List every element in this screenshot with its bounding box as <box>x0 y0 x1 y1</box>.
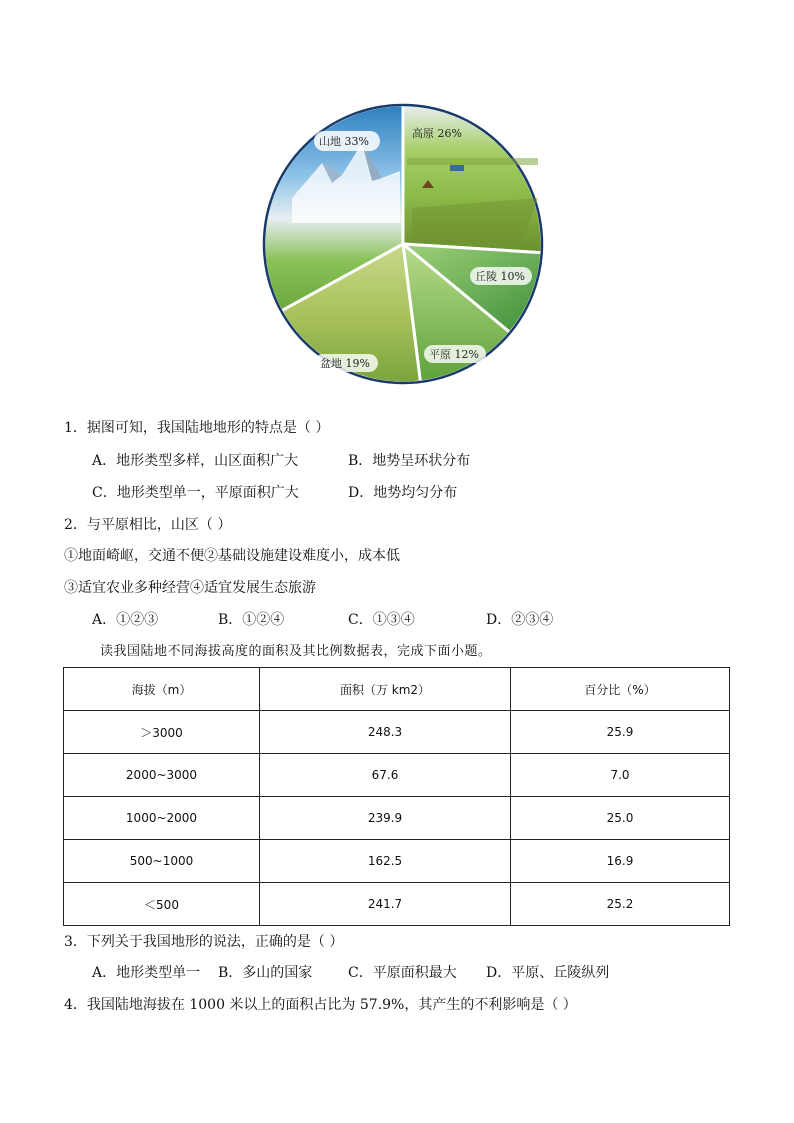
q1-option-a: A．地形类型多样，山区面积广大 <box>92 453 299 469</box>
cell-elevation: 1000~2000 <box>64 797 260 840</box>
q2-option-d: D．②③④ <box>486 612 554 628</box>
pie-label-hills: 丘陵 10% <box>475 270 525 283</box>
q1-option-c: C．地形类型单一，平原面积广大 <box>92 485 299 501</box>
header-percent: 百分比（%） <box>511 668 730 711</box>
table-row <box>64 797 730 840</box>
pie-label-plateau: 高原 26% <box>412 127 462 140</box>
cell-area: 67.6 <box>260 754 511 797</box>
table-header-row <box>64 668 730 711</box>
cell-elevation: 500~1000 <box>64 840 260 883</box>
q2-option-b: B．①②④ <box>218 612 285 628</box>
pie-slices <box>264 105 542 383</box>
q1-option-d: D．地势均匀分布 <box>348 485 458 501</box>
cell-percent: 25.9 <box>511 711 730 754</box>
cell-percent: 25.2 <box>511 883 730 926</box>
cell-area: 239.9 <box>260 797 511 840</box>
q2-option-a: A．①②③ <box>92 612 159 628</box>
cell-percent: 16.9 <box>511 840 730 883</box>
elevation-area-table <box>63 667 730 926</box>
q2-statement-2: ③适宜农业多种经营④适宜发展生态旅游 <box>64 580 316 596</box>
table-intro: 读我国陆地不同海拔高度的面积及其比例数据表，完成下面小题。 <box>100 644 492 659</box>
q3-option-b: B．多山的国家 <box>218 965 313 981</box>
cell-elevation: ＞3000 <box>64 711 260 754</box>
pie-svg <box>262 103 544 385</box>
question-4-stem: 4．我国陆地海拔在 1000 米以上的面积占比为 57.9%，其产生的不利影响是（ ） <box>64 997 577 1013</box>
pie-label-plain: 平原 12% <box>429 348 479 361</box>
q3-option-a: A．地形类型单一 <box>92 965 201 981</box>
table-row <box>64 883 730 926</box>
question-1-stem: 1．据图可知，我国陆地地形的特点是（ ） <box>64 420 330 436</box>
q1-option-b: B．地势呈环状分布 <box>348 453 471 469</box>
q3-option-c: C．平原面积最大 <box>348 965 457 981</box>
q2-option-c: C．①③④ <box>348 612 415 628</box>
q3-option-d: D．平原、丘陵纵列 <box>486 965 610 981</box>
question-3-stem: 3．下列关于我国地形的说法，正确的是（ ） <box>64 934 344 950</box>
table-row <box>64 711 730 754</box>
question-2-stem: 2．与平原相比，山区（ ） <box>64 517 232 533</box>
q2-statement-1: ①地面崎岖，交通不便②基础设施建设难度小，成本低 <box>64 548 400 564</box>
terrain-pie-chart <box>262 103 544 385</box>
cell-percent: 7.0 <box>511 754 730 797</box>
pie-label-basin: 盆地 19% <box>320 357 370 370</box>
header-elevation: 海拔（m） <box>64 668 260 711</box>
cell-area: 162.5 <box>260 840 511 883</box>
pie-label-mountain: 山地 33% <box>319 135 369 148</box>
cell-elevation: 2000~3000 <box>64 754 260 797</box>
cell-elevation: ＜500 <box>64 883 260 926</box>
cell-area: 241.7 <box>260 883 511 926</box>
table-row <box>64 754 730 797</box>
header-area: 面积（万 km2） <box>260 668 511 711</box>
cell-area: 248.3 <box>260 711 511 754</box>
cell-percent: 25.0 <box>511 797 730 840</box>
table-row <box>64 840 730 883</box>
